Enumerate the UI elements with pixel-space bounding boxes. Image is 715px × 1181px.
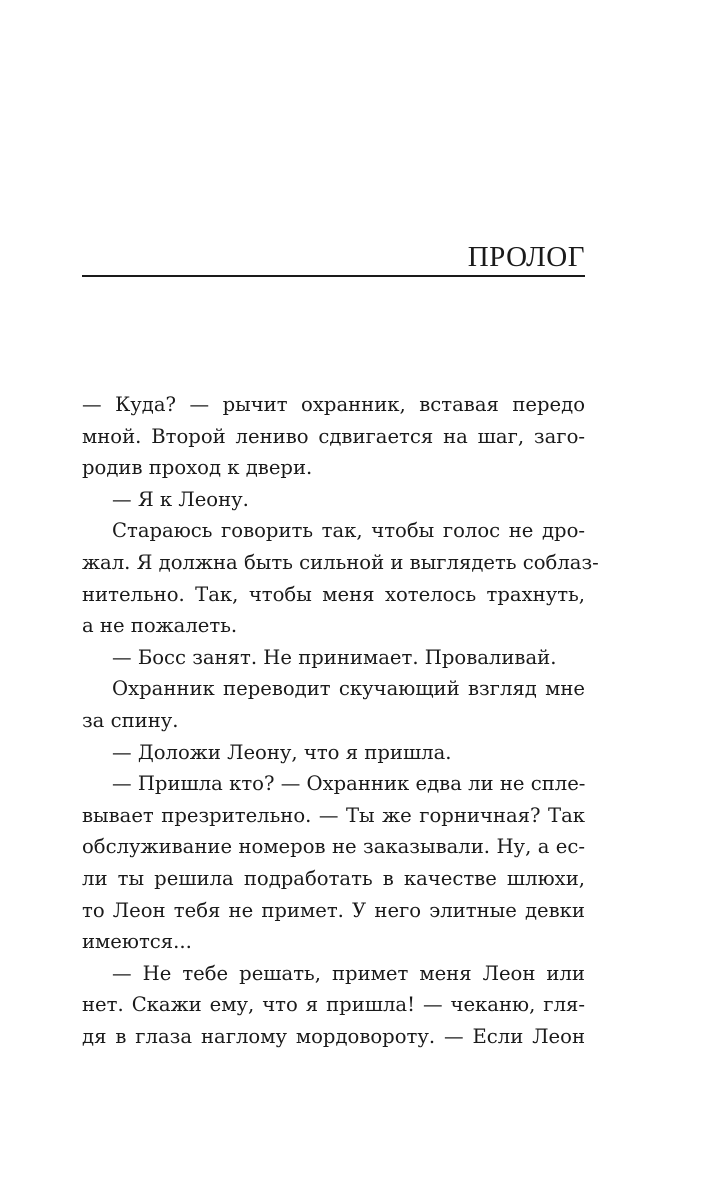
text-line: нет. Скажи ему, что я пришла! — чеканю, гля- [82, 993, 585, 1017]
text-line: жал. Я должна быть сильной и выглядеть соблаз- [82, 550, 599, 574]
chapter-title: ПРОЛОГ [467, 241, 585, 273]
text-line: — Не тебе решать, примет меня Леон или [112, 961, 585, 985]
text-line: нительно. Так, чтобы меня хотелось трахнуть, [82, 582, 585, 606]
text-line: имеются... [82, 930, 192, 954]
text-line: то Леон тебя не примет. У него элитные девки [82, 898, 585, 922]
body-text [82, 389, 599, 1052]
title-rule [82, 275, 585, 277]
text-line: за спину. [82, 708, 179, 732]
text-line: дя в глаза наглому мордовороту. — Если Леон [82, 1024, 585, 1048]
text-line: обслуживание номеров не заказывали. Ну, а ес- [82, 835, 585, 859]
text-line: ли ты решила подработать в качестве шлюхи, [82, 866, 585, 890]
text-line: — Босс занят. Не принимает. Проваливай. [112, 645, 557, 669]
text-line: — Доложи Леону, что я пришла. [112, 740, 452, 764]
text-line: мной. Второй лениво сдвигается на шаг, заго- [82, 424, 585, 448]
text-line: — Пришла кто? — Охранник едва ли не спле- [112, 772, 586, 796]
text-line: Охранник переводит скучающий взгляд мне [112, 677, 585, 701]
text-line: Стараюсь говорить так, чтобы голос не дро- [112, 519, 585, 543]
text-line: родив проход к двери. [82, 456, 313, 480]
text-line: — Я к Леону. [112, 487, 249, 511]
text-line: вывает презрительно. — Ты же горничная? Так [82, 803, 585, 827]
text-line: а не пожалеть. [82, 614, 238, 638]
text-line: — Куда? — рычит охранник, вставая передо [82, 393, 585, 416]
